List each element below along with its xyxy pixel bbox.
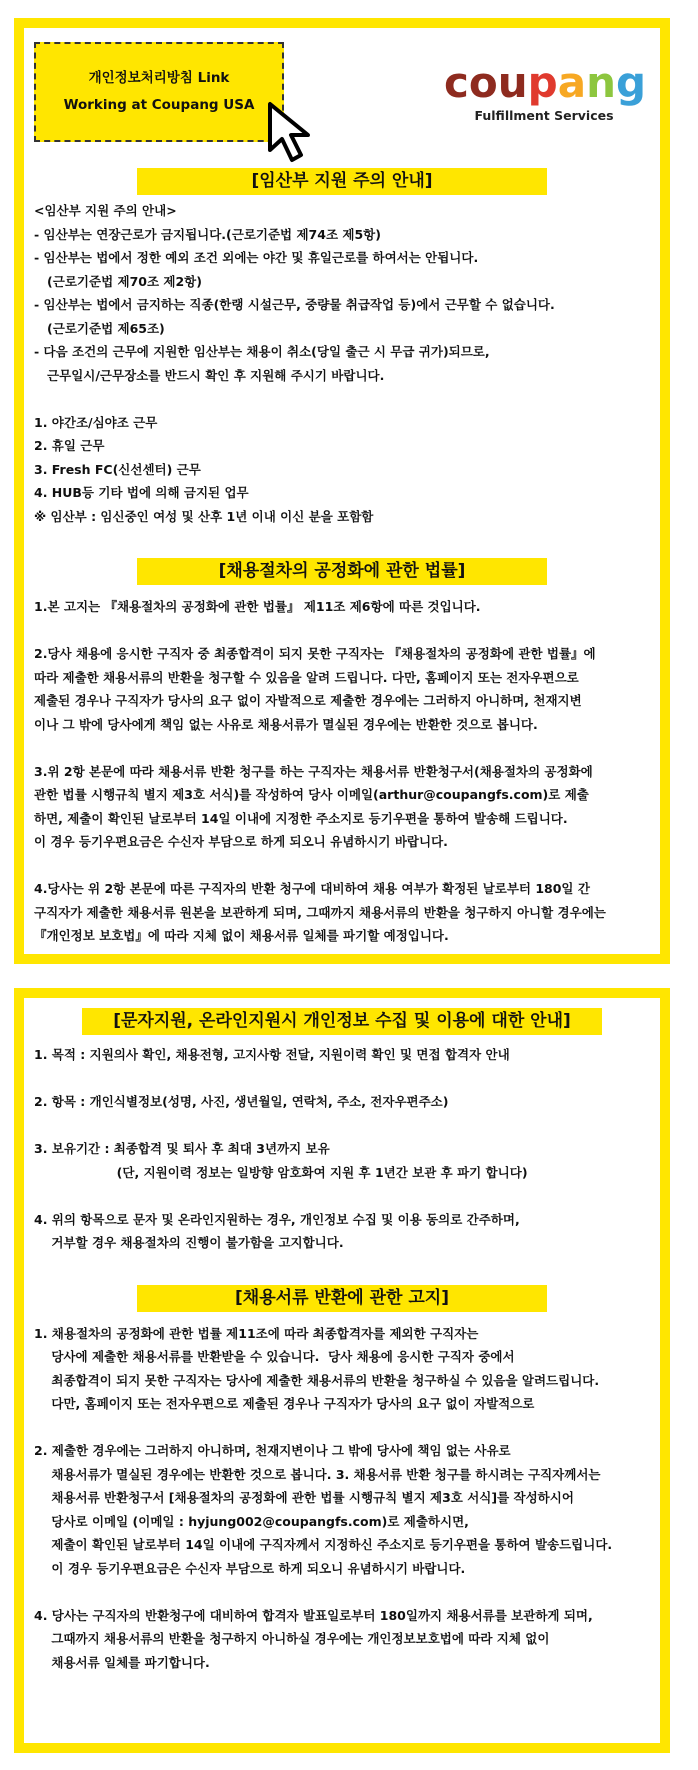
logo-letter: n [586, 58, 616, 107]
logo-wordmark [444, 58, 647, 107]
text-line: 채용서류 반환청구서 [채용절차의 공정화에 관한 법률 시행규칙 별지 제3호 서식]를 작성하시어 [34, 1490, 574, 1505]
notice-panel-bottom [14, 988, 670, 1753]
text-line: - 임산부는 법에서 금지하는 직종(한랭 시설근무, 중량물 취급작업 등)에서 근무할 수 없습니다. [34, 297, 555, 312]
text-line: 3. Fresh FC(신선센터) 근무 [34, 461, 201, 477]
text-line: 당사로 이메일 (이메일 : hyjung002@coupangfs.com)로 제출하시면, [34, 1513, 469, 1529]
document-return-body [24, 1322, 660, 1675]
text-line: ※ 임산부 : 임신중인 여성 및 산후 1년 이내 이신 분을 포함함 [34, 508, 374, 524]
blank-line [34, 1580, 650, 1604]
document-return-title: [채용서류 반환에 관한 고지] [137, 1285, 547, 1312]
text-line: 4. 위의 항목으로 문자 및 온라인지원하는 경우, 개인정보 수집 및 이용 동의로 간주하며, [34, 1211, 520, 1227]
text-line: 채용서류가 멸실된 경우에는 반환한 것으로 봅니다. 3. 채용서류 반환 청구를 하시려는 구직자께서는 [34, 1466, 601, 1482]
text-line: 1.본 고지는 『채용절차의 공정화에 관한 법률』 제11조 제6항에 따른 것입니다. [34, 599, 481, 614]
pointer-cursor-icon [264, 100, 322, 164]
blank-line [34, 736, 650, 760]
text-line: 2.당사 채용에 응시한 구직자 중 최종합격이 되지 못한 구직자는 『채용절차의 공정화에 관한 법률』에 [34, 646, 596, 661]
text-line: 2. 제출한 경우에는 그러하지 아니하며, 천재지변이나 그 밖에 당사에 책임 없는 사유로 [34, 1443, 511, 1458]
blank-line [34, 1067, 650, 1091]
blank-line [34, 619, 650, 643]
text-line: 4. 당사는 구직자의 반환청구에 대비하여 합격자 발표일로부터 180일까지 채용서류를 보관하게 되며, [34, 1607, 593, 1623]
link-line-1: 개인정보처리방침 Link [88, 70, 230, 86]
text-line: 1. 야간조/심야조 근무 [34, 414, 158, 430]
header-row [24, 28, 660, 168]
logo-letter: g [616, 58, 647, 107]
text-line: 2. 휴일 근무 [34, 438, 105, 453]
logo-letter: p [527, 58, 558, 107]
privacy-policy-link[interactable] [34, 42, 284, 142]
notice-panel-top [14, 18, 670, 964]
privacy-collection-body [24, 1043, 660, 1255]
pregnancy-notice-body [24, 199, 660, 528]
text-line: 당사에 제출한 채용서류를 반환받을 수 있습니다. 당사 채용에 응시한 구직자 중에서 [34, 1349, 515, 1364]
logo-letter: o [468, 58, 498, 107]
text-line: 이나 그 밖에 당사에게 책임 없는 사유로 채용서류가 멸실된 경우에는 반환한 것으로 봅니다. [34, 716, 538, 732]
blank-line [34, 387, 650, 411]
logo-letter: c [444, 58, 469, 107]
text-line: - 임산부는 연장근로가 금지됩니다.(근로기준법 제74조 제5항) [34, 226, 381, 242]
logo-letter: a [557, 58, 587, 107]
text-line: 이 경우 등기우편요금은 수신자 부담으로 하게 되오니 유념하시기 바랍니다. [34, 834, 448, 849]
text-line: - 임산부는 법에서 정한 예외 조건 외에는 야간 및 휴일근로를 하여서는 안됩니다. [34, 250, 479, 265]
privacy-collection-title: [문자지원, 온라인지원시 개인정보 수집 및 이용에 대한 안내] [82, 1008, 602, 1035]
fair-hiring-law-title: [채용절차의 공정화에 관한 법률] [137, 558, 547, 585]
text-line: 그때까지 채용서류의 반환을 청구하지 아니하실 경우에는 개인정보보호법에 따라 지체 없이 [34, 1631, 550, 1646]
text-line: 3.위 2항 본문에 따라 채용서류 반환 청구를 하는 구직자는 채용서류 반환청구서(채용절차의 공정화에 [34, 763, 593, 779]
text-line: 최종합격이 되지 못한 구직자는 당사에 제출한 채용서류의 반환을 청구하실 수 있음을 알려드립니다. [34, 1372, 600, 1388]
logo-letter: u [497, 58, 528, 107]
blank-line [34, 1416, 650, 1440]
blank-line [34, 854, 650, 878]
text-line: 구직자가 제출한 채용서류 원본을 보관하게 되며, 그때까지 채용서류의 반환을 청구하지 아니할 경우에는 [34, 904, 606, 920]
text-line: 제출된 경우나 구직자가 당사의 요구 없이 자발적으로 제출한 경우에는 그러하지 아니하며, 천재지변 [34, 693, 582, 708]
text-line: 관한 법률 시행규칙 별지 제3호 서식)를 작성하여 당사 이메일(arthur@coupangfs.com)로 제출 [34, 787, 589, 802]
text-line: 2. 항목 : 개인식별정보(성명, 사진, 생년월일, 연락처, 주소, 전자우편주소) [34, 1094, 449, 1109]
text-line: 거부할 경우 채용절차의 진행이 불가함을 고지합니다. [34, 1235, 344, 1250]
text-line: 『개인정보 보호법』에 따라 지체 없이 채용서류 일체를 파기할 예정입니다. [34, 928, 449, 943]
text-line: 3. 보유기간 : 최종합격 및 퇴사 후 최대 3년까지 보유 [34, 1141, 330, 1156]
text-line: (단, 지원이력 정보는 일방향 암호화여 지원 후 1년간 보관 후 파기 합니다) [34, 1164, 528, 1180]
text-line: 4.당사는 위 2항 본문에 따른 구직자의 반환 청구에 대비하여 채용 여부가 확정된 날로부터 180일 간 [34, 881, 590, 896]
text-line: <임산부 지원 주의 안내> [34, 203, 177, 218]
coupang-logo [444, 58, 647, 123]
logo-subtitle: Fulfillment Services [474, 108, 614, 123]
pregnancy-notice-title: [임산부 지원 주의 안내] [137, 168, 547, 195]
text-line: 채용서류 일체를 파기합니다. [34, 1654, 210, 1670]
text-line: 하면, 제출이 확인된 날로부터 14일 이내에 지정한 주소지로 등기우편을 통하여 발송해 드립니다. [34, 810, 568, 826]
text-line: 이 경우 등기우편요금은 수신자 부담으로 하게 되오니 유념하시기 바랍니다. [34, 1560, 466, 1576]
text-line: 1. 목적 : 지원의사 확인, 채용전형, 고지사항 전달, 지원이력 확인 및 면접 합격자 안내 [34, 1047, 510, 1062]
text-line: (근로기준법 제70조 제2항) [34, 273, 202, 289]
text-line: 근무일시/근무장소를 반드시 확인 후 지원해 주시기 바랍니다. [34, 367, 385, 383]
text-line: 1. 채용절차의 공정화에 관한 법률 제11조에 따라 최종합격자를 제외한 구직자는 [34, 1325, 479, 1341]
blank-line [34, 1184, 650, 1208]
text-line: 제출이 확인된 날로부터 14일 이내에 구직자께서 지정하신 주소지로 등기우편을 통하여 발송드립니다. [34, 1537, 613, 1552]
blank-line [34, 1114, 650, 1138]
link-line-2: Working at Coupang USA [63, 97, 255, 113]
text-line: (근로기준법 제65조) [34, 320, 165, 336]
fair-hiring-law-body [24, 595, 660, 948]
text-line: 따라 제출한 채용서류의 반환을 청구할 수 있음을 알려 드립니다. 다만, 홈페이지 또는 전자우편으로 [34, 669, 579, 685]
text-line: - 다음 조건의 근무에 지원한 임산부는 채용이 취소(당일 출근 시 무급 귀가)되므로, [34, 344, 490, 359]
text-line: 4. HUB등 기타 법에 의해 금지된 업무 [34, 485, 249, 500]
text-line: 다만, 홈페이지 또는 전자우편으로 제출된 경우나 구직자가 당사의 요구 없이 자발적으로 [34, 1396, 535, 1411]
